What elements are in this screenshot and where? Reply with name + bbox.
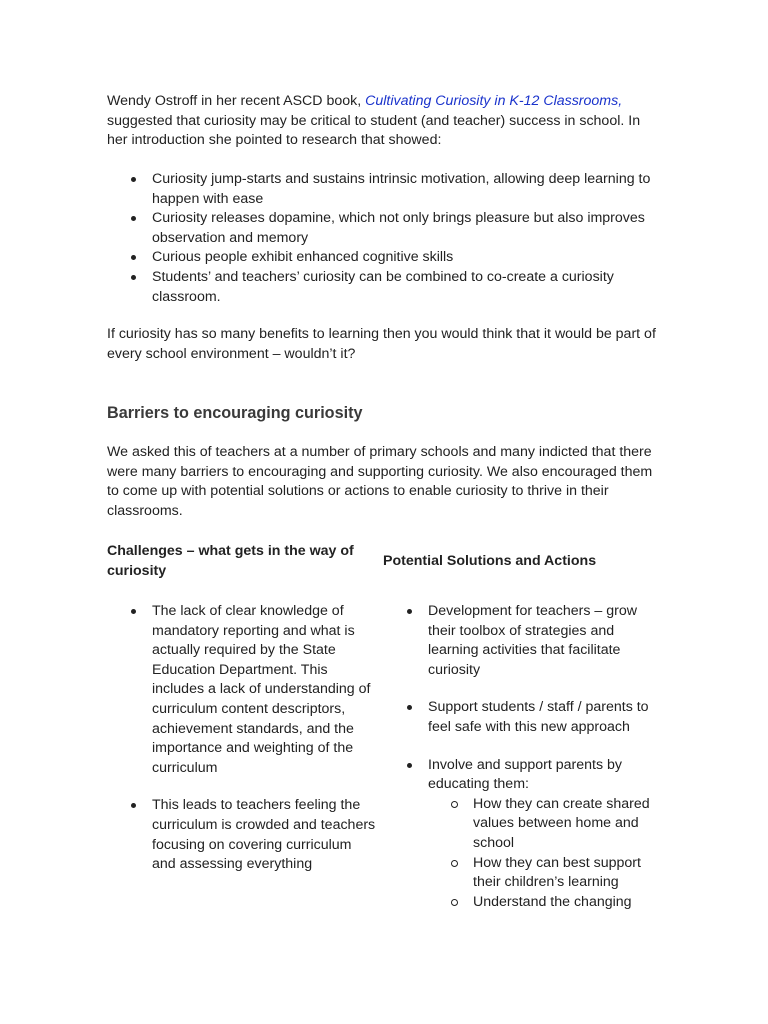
solutions-column-heading: Potential Solutions and Actions <box>383 553 597 569</box>
solutions-list <box>383 602 665 930</box>
barriers-paragraph: We asked this of teachers at a number of primary schools and many indicted that there were many barriers to encouraging and supporting curiosity. We also encouraged them to come up with potential solutions or actions to enable curiosity to thrive in their classrooms. <box>107 444 653 519</box>
solution-item-text: Involve and support parents by educating them: <box>428 756 623 793</box>
solution-item: Development for teachers – grow their toolbox of strategies and learning activities that facilitate curiosity <box>383 602 665 680</box>
research-findings-list <box>107 170 663 307</box>
parent-subitem: How they can create shared values between home and school <box>428 795 665 854</box>
solution-item-parents <box>383 756 665 913</box>
parent-subitems-list <box>428 795 665 913</box>
research-finding-item: Curiosity releases dopamine, which not only brings pleasure but also improves observation and memory <box>107 209 663 248</box>
intro-paragraph <box>107 92 663 151</box>
parent-subitem: Understand the changing <box>428 893 665 913</box>
benefits-paragraph: If curiosity has so many benefits to learning then you would think that it would be part of every school environment – wouldn’t it? <box>107 326 656 362</box>
challenge-item: The lack of clear knowledge of mandatory reporting and what is actually required by the State Education Department. This includes a lack of understanding of curriculum content descriptors, achievement standards, and the importance and weighting of the curriculum <box>107 602 379 778</box>
research-finding-item: Students’ and teachers’ curiosity can be combined to co-create a curiosity classroom. <box>107 268 663 307</box>
book-title-link[interactable]: Cultivating Curiosity in K-12 Classrooms, <box>365 93 623 109</box>
section-heading: Barriers to encouraging curiosity <box>107 404 363 422</box>
parent-subitem: How they can best support their children’s learning <box>428 854 665 893</box>
challenges-list <box>107 602 379 893</box>
challenge-item: This leads to teachers feeling the curriculum is crowded and teachers focusing on covering curriculum and assessing everything <box>107 796 379 874</box>
solution-item: Support students / staff / parents to feel safe with this new approach <box>383 698 665 737</box>
research-finding-item: Curiosity jump-starts and sustains intrinsic motivation, allowing deep learning to happen with ease <box>107 170 663 209</box>
intro-text-end: suggested that curiosity may be critical to student (and teacher) success in school. In her introduction she pointed to research that showed: <box>107 112 641 149</box>
intro-text-start: Wendy Ostroff in her recent ASCD book, <box>107 93 366 109</box>
challenges-column-heading: Challenges – what gets in the way of curiosity <box>107 543 354 579</box>
research-finding-item: Curious people exhibit enhanced cognitive skills <box>107 248 663 268</box>
